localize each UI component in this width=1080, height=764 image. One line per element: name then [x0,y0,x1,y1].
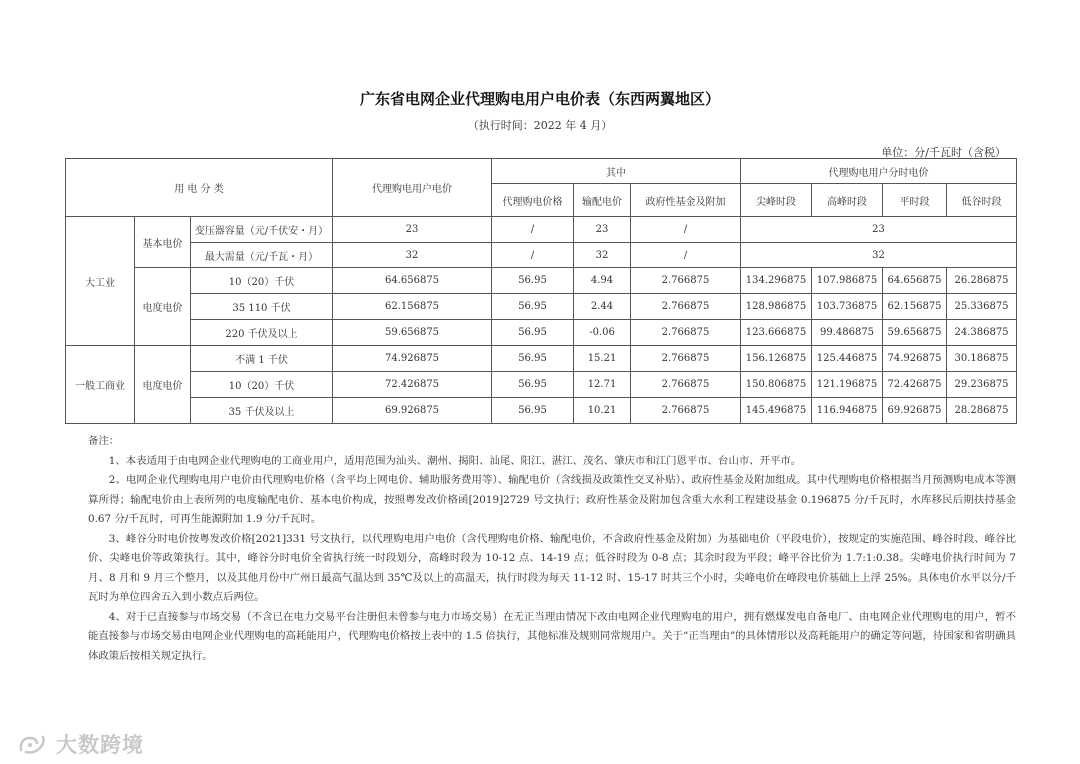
cell-fund: 2.766875 [631,372,741,398]
header-peak-sharp: 尖峰时段 [741,184,812,217]
cell-peak: 116.946875 [812,398,883,424]
cell-purchase: 56.95 [492,372,574,398]
cell-flat: 62.156875 [883,294,947,320]
header-category: 用 电 分 类 [66,159,333,217]
header-valley: 低谷时段 [947,184,1017,217]
table-row [66,243,1017,268]
cell-purchase: / [492,243,574,268]
cell-fund: 2.766875 [631,320,741,346]
row-sub: 10（20）千伏 [191,268,333,294]
note-3: 3、峰谷分时电价按粤发改价格[2021]331 号文执行，以代理购电用户电价（含代理购电价格、输配电价，不含政府性基金及附加）为基础电价（平段电价），按规定的实施范围、峰谷时段、峰谷比价、尖峰电价等政策执行。其中，峰谷分时电价全省执行统一时段划分，高峰时段为 10-12 点、14-19 点；低谷时段为 0-8 点；其余时段为平段；峰平谷比价为 1.7:1:0.38。尖峰电价执行时间为 7 月、8 月和 9 月三个整月，以及其他月份中广州日最高气温达到 35℃及以上的高温天，执行时段为每天 11-12 时、15-17 时共三个小时，尖峰电价在峰段电价基础上上浮 25%。具体电价水平以分/千瓦时为单位四舍五入到小数点后两位。 [88,532,1016,603]
cell-fund: / [631,217,741,243]
row-sub: 35 千伏及以上 [191,398,333,424]
unit-label: 单位：分/千瓦时（含税） [881,146,1006,159]
note-4: 4、对于已直接参与市场交易（不含已在电力交易平台注册但未曾参与电力市场交易）在无正当理由情况下改由电网企业代理购电的用户，拥有燃煤发电自备电厂、由电网企业代理购电的用户，暂不能直接参与市场交易由电网企业代理购电的高耗能用户，代理购电价格按上表中的 1.5 倍执行，其他标准及规则同常规用户。关于“正当理由”的具体情形以及高耗能用户的确定等问题，待国家和省明确具体政策后按相关规定执行。 [88,610,1016,662]
cell-flat: 69.926875 [883,398,947,424]
cell-peak: 121.196875 [812,372,883,398]
cell-price: 64.656875 [333,268,492,294]
cell-tou-merged: 23 [741,217,1017,243]
row-sub: 220 千伏及以上 [191,320,333,346]
cell-transmission: 2.44 [574,294,631,320]
notes-section [88,432,1016,666]
cell-peak-sharp: 156.126875 [741,346,812,372]
cell-transmission: 23 [574,217,631,243]
cell-valley: 30.186875 [947,346,1017,372]
cell-flat: 64.656875 [883,268,947,294]
table-row [66,372,1017,398]
cell-transmission: 10.21 [574,398,631,424]
cell-flat: 72.426875 [883,372,947,398]
cell-fund: 2.766875 [631,268,741,294]
note-2: 2、电网企业代理购电用户电价由代理购电价格（含平均上网电价、辅助服务费用等）、输配电价（含线损及政策性交叉补贴）、政府性基金及附加组成。其中代理购电价格根据当月预测购电成本等测算所得；输配电价由上表所列的电度输配电价、基本电价构成，按照粤发改价格函[2019]2729 号文执行；政府性基金及附加包含重大水利工程建设基金 0.196875 分/千瓦时，水库移民后期扶持基金 0.67 分/千瓦时，可再生能源附加 1.9 分/千瓦时。 [88,474,1016,525]
notes-heading: 备注： [88,435,120,447]
document-title: 广东省电网企业代理购电用户电价表（东西两翼地区） [359,90,720,108]
table-row [66,346,1017,372]
cell-tou-merged: 32 [741,243,1017,268]
cell-fund: / [631,243,741,268]
group-general: 一般工商业 [66,346,135,424]
row-sub: 10（20）千伏 [191,372,333,398]
cell-valley: 25.336875 [947,294,1017,320]
cell-purchase: 56.95 [492,268,574,294]
group-energy-price: 电度电价 [135,346,191,424]
cell-purchase: 56.95 [492,294,574,320]
watermark [18,730,144,758]
header-agent-purchase: 代理购电价格 [492,184,574,217]
table-row [66,268,1017,294]
cell-flat: 59.656875 [883,320,947,346]
table-row [66,294,1017,320]
watermark-text: 大数跨境 [56,733,144,757]
table-row [66,320,1017,346]
cell-price: 23 [333,217,492,243]
cell-flat: 74.926875 [883,346,947,372]
cell-fund: 2.766875 [631,294,741,320]
cell-price: 69.926875 [333,398,492,424]
cell-price: 59.656875 [333,320,492,346]
cell-valley: 29.236875 [947,372,1017,398]
price-table [65,158,1017,424]
cell-valley: 28.286875 [947,398,1017,424]
cell-peak-sharp: 145.496875 [741,398,812,424]
header-agent-price: 代理购电用户电价 [333,159,492,217]
cell-transmission: 15.21 [574,346,631,372]
cell-transmission: -0.06 [574,320,631,346]
note-1: 1、本表适用于由电网企业代理购电的工商业用户，适用范围为汕头、潮州、揭阳、汕尾、阳江、湛江、茂名、肇庆市和江门恩平市、台山市、开平市。 [108,454,802,467]
watermark-logo-icon [18,733,48,755]
group-energy-price: 电度电价 [135,268,191,346]
cell-peak-sharp: 128.986875 [741,294,812,320]
cell-transmission: 32 [574,243,631,268]
table-row [66,217,1017,243]
cell-peak: 103.736875 [812,294,883,320]
cell-transmission: 4.94 [574,268,631,294]
cell-transmission: 12.71 [574,372,631,398]
header-flat: 平时段 [883,184,947,217]
cell-price: 72.426875 [333,372,492,398]
cell-price: 74.926875 [333,346,492,372]
cell-price: 62.156875 [333,294,492,320]
row-sub: 35 110 千伏 [191,294,333,320]
header-of-which: 其中 [492,159,741,184]
group-large-industry: 大工业 [66,217,135,346]
cell-valley: 26.286875 [947,268,1017,294]
cell-peak: 107.986875 [812,268,883,294]
cell-peak: 125.446875 [812,346,883,372]
effective-date: （执行时间：2022 年 4 月） [467,119,613,132]
row-sub: 不满 1 千伏 [191,346,333,372]
header-transmission: 输配电价 [574,184,631,217]
cell-purchase: / [492,217,574,243]
cell-price: 32 [333,243,492,268]
cell-peak-sharp: 134.296875 [741,268,812,294]
row-sub: 最大需量（元/千瓦・月） [191,243,333,268]
cell-purchase: 56.95 [492,346,574,372]
cell-valley: 24.386875 [947,320,1017,346]
cell-purchase: 56.95 [492,320,574,346]
cell-peak-sharp: 123.666875 [741,320,812,346]
header-tou-group: 代理购电用户分时电价 [741,159,1017,184]
cell-purchase: 56.95 [492,398,574,424]
header-gov-fund: 政府性基金及附加 [631,184,741,217]
cell-fund: 2.766875 [631,346,741,372]
cell-peak-sharp: 150.806875 [741,372,812,398]
header-peak: 高峰时段 [812,184,883,217]
cell-peak: 99.486875 [812,320,883,346]
row-sub: 变压器容量（元/千伏安・月） [191,217,333,243]
cell-fund: 2.766875 [631,398,741,424]
group-basic-price: 基本电价 [135,217,191,268]
table-row [66,398,1017,424]
